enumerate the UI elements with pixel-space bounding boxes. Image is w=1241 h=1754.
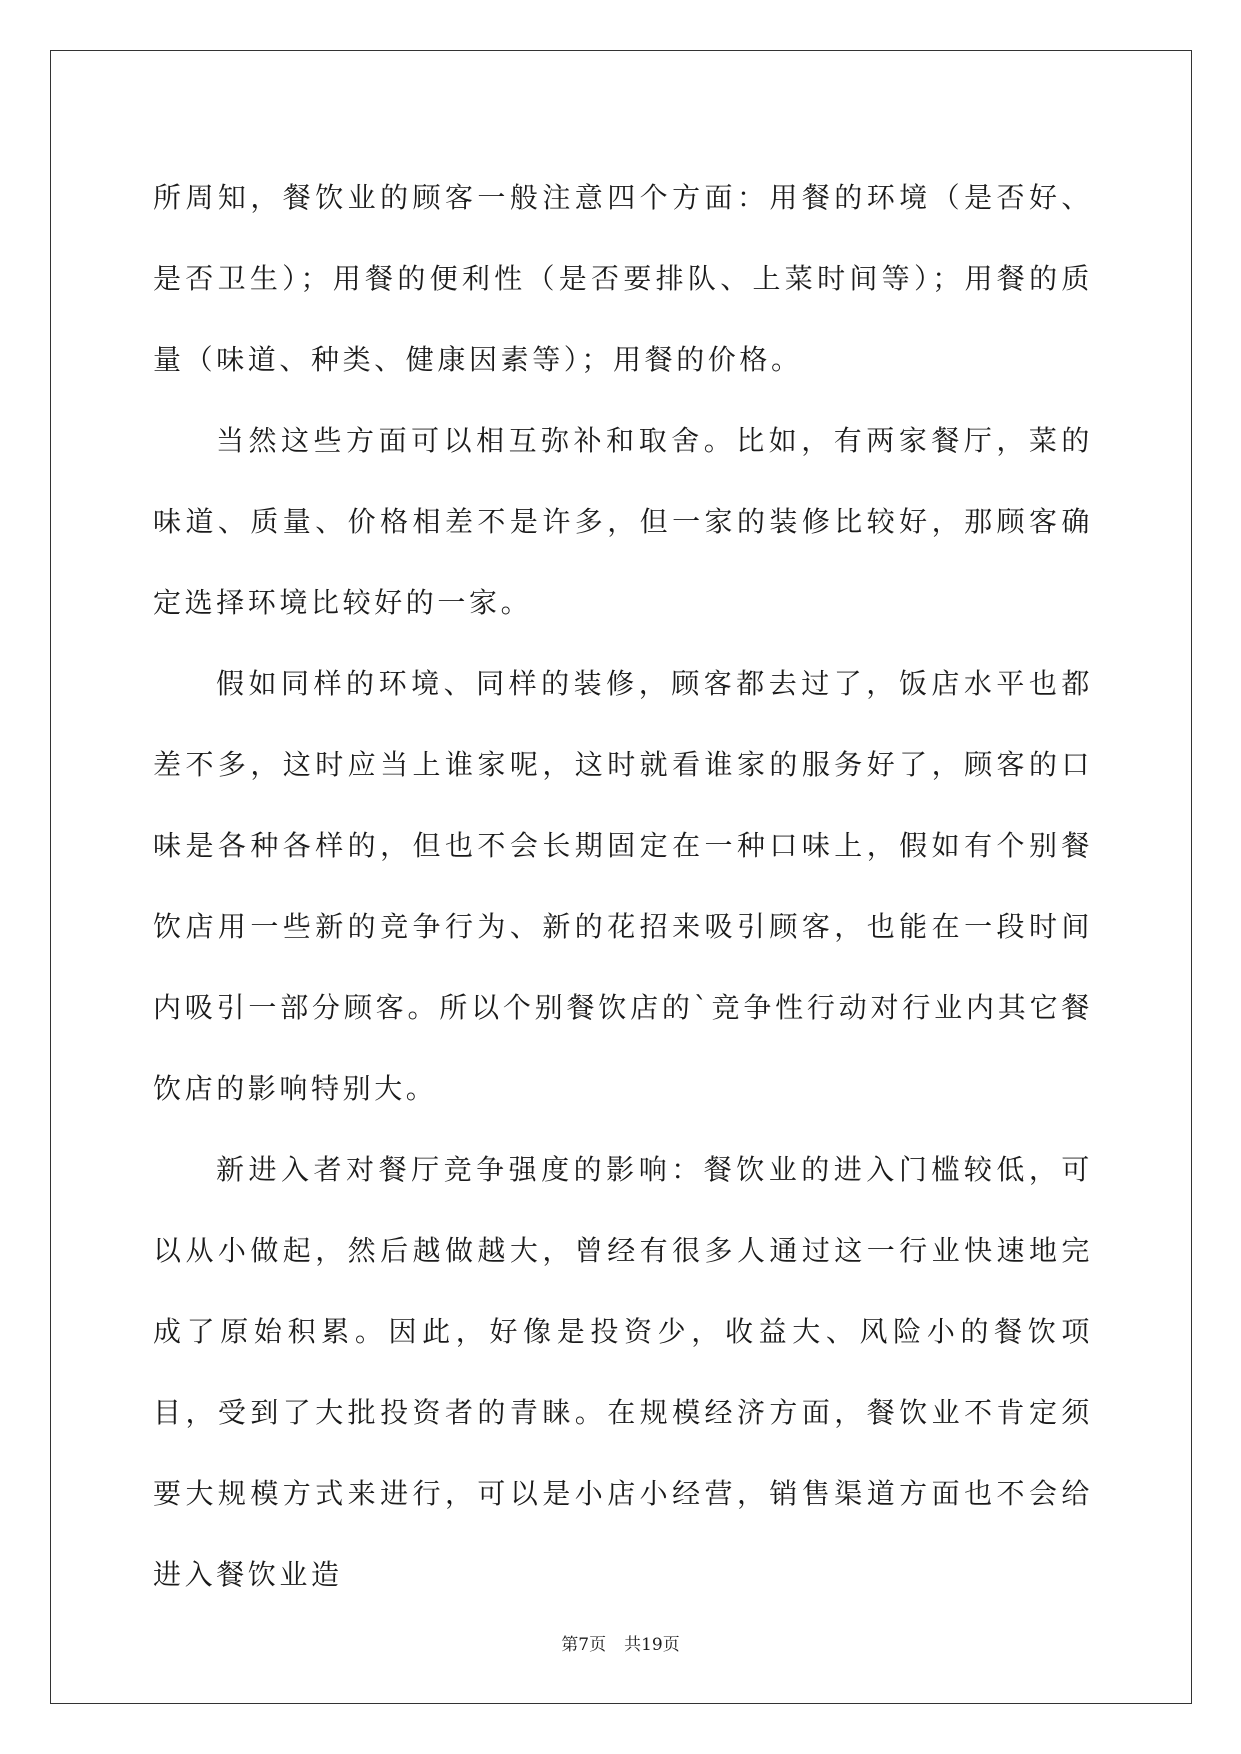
page-footer [0, 1633, 1241, 1657]
paragraph-2: 当然这些方面可以相互弥补和取舍。比如，有两家餐厅，菜的味道、质量、价格相差不是许多，但一家的装修比较好，那顾客确定选择环境比较好的一家。 [153, 424, 1093, 619]
paragraph-4: 新进入者对餐厅竞争强度的影响：餐饮业的进入门槛较低，可以从小做起，然后越做越大，曾经有很多人通过这一行业快速地完成了原始积累。因此，好像是投资少，收益大、风险小的餐饮项目，受到了大批投资者的青睐。在规模经济方面，餐饮业不肯定须要大规模方式来进行，可以是小店小经营，销售渠道方面也不会给进入餐饮业造 [153, 1153, 1093, 1591]
page-total: 共19页 [624, 1635, 680, 1655]
paragraph-1: 所周知，餐饮业的顾客一般注意四个方面：用餐的环境（是否好、是否卫生）；用餐的便利性（是否要排队、上菜时间等）；用餐的质量（味道、种类、健康因素等）；用餐的价格。 [153, 181, 1093, 376]
paragraph-3: 假如同样的环境、同样的装修，顾客都去过了，饭店水平也都差不多，这时应当上谁家呢，这时就看谁家的服务好了，顾客的口味是各种各样的，但也不会长期固定在一种口味上，假如有个别餐饮店用一些新的竞争行为、新的花招来吸引顾客，也能在一段时间内吸引一部分顾客。所以个别餐饮店的`竞争性行动对行业内其它餐饮店的影响特别大。 [153, 667, 1093, 1105]
document-body [153, 157, 1093, 1615]
page-number: 第7页 [561, 1635, 607, 1655]
